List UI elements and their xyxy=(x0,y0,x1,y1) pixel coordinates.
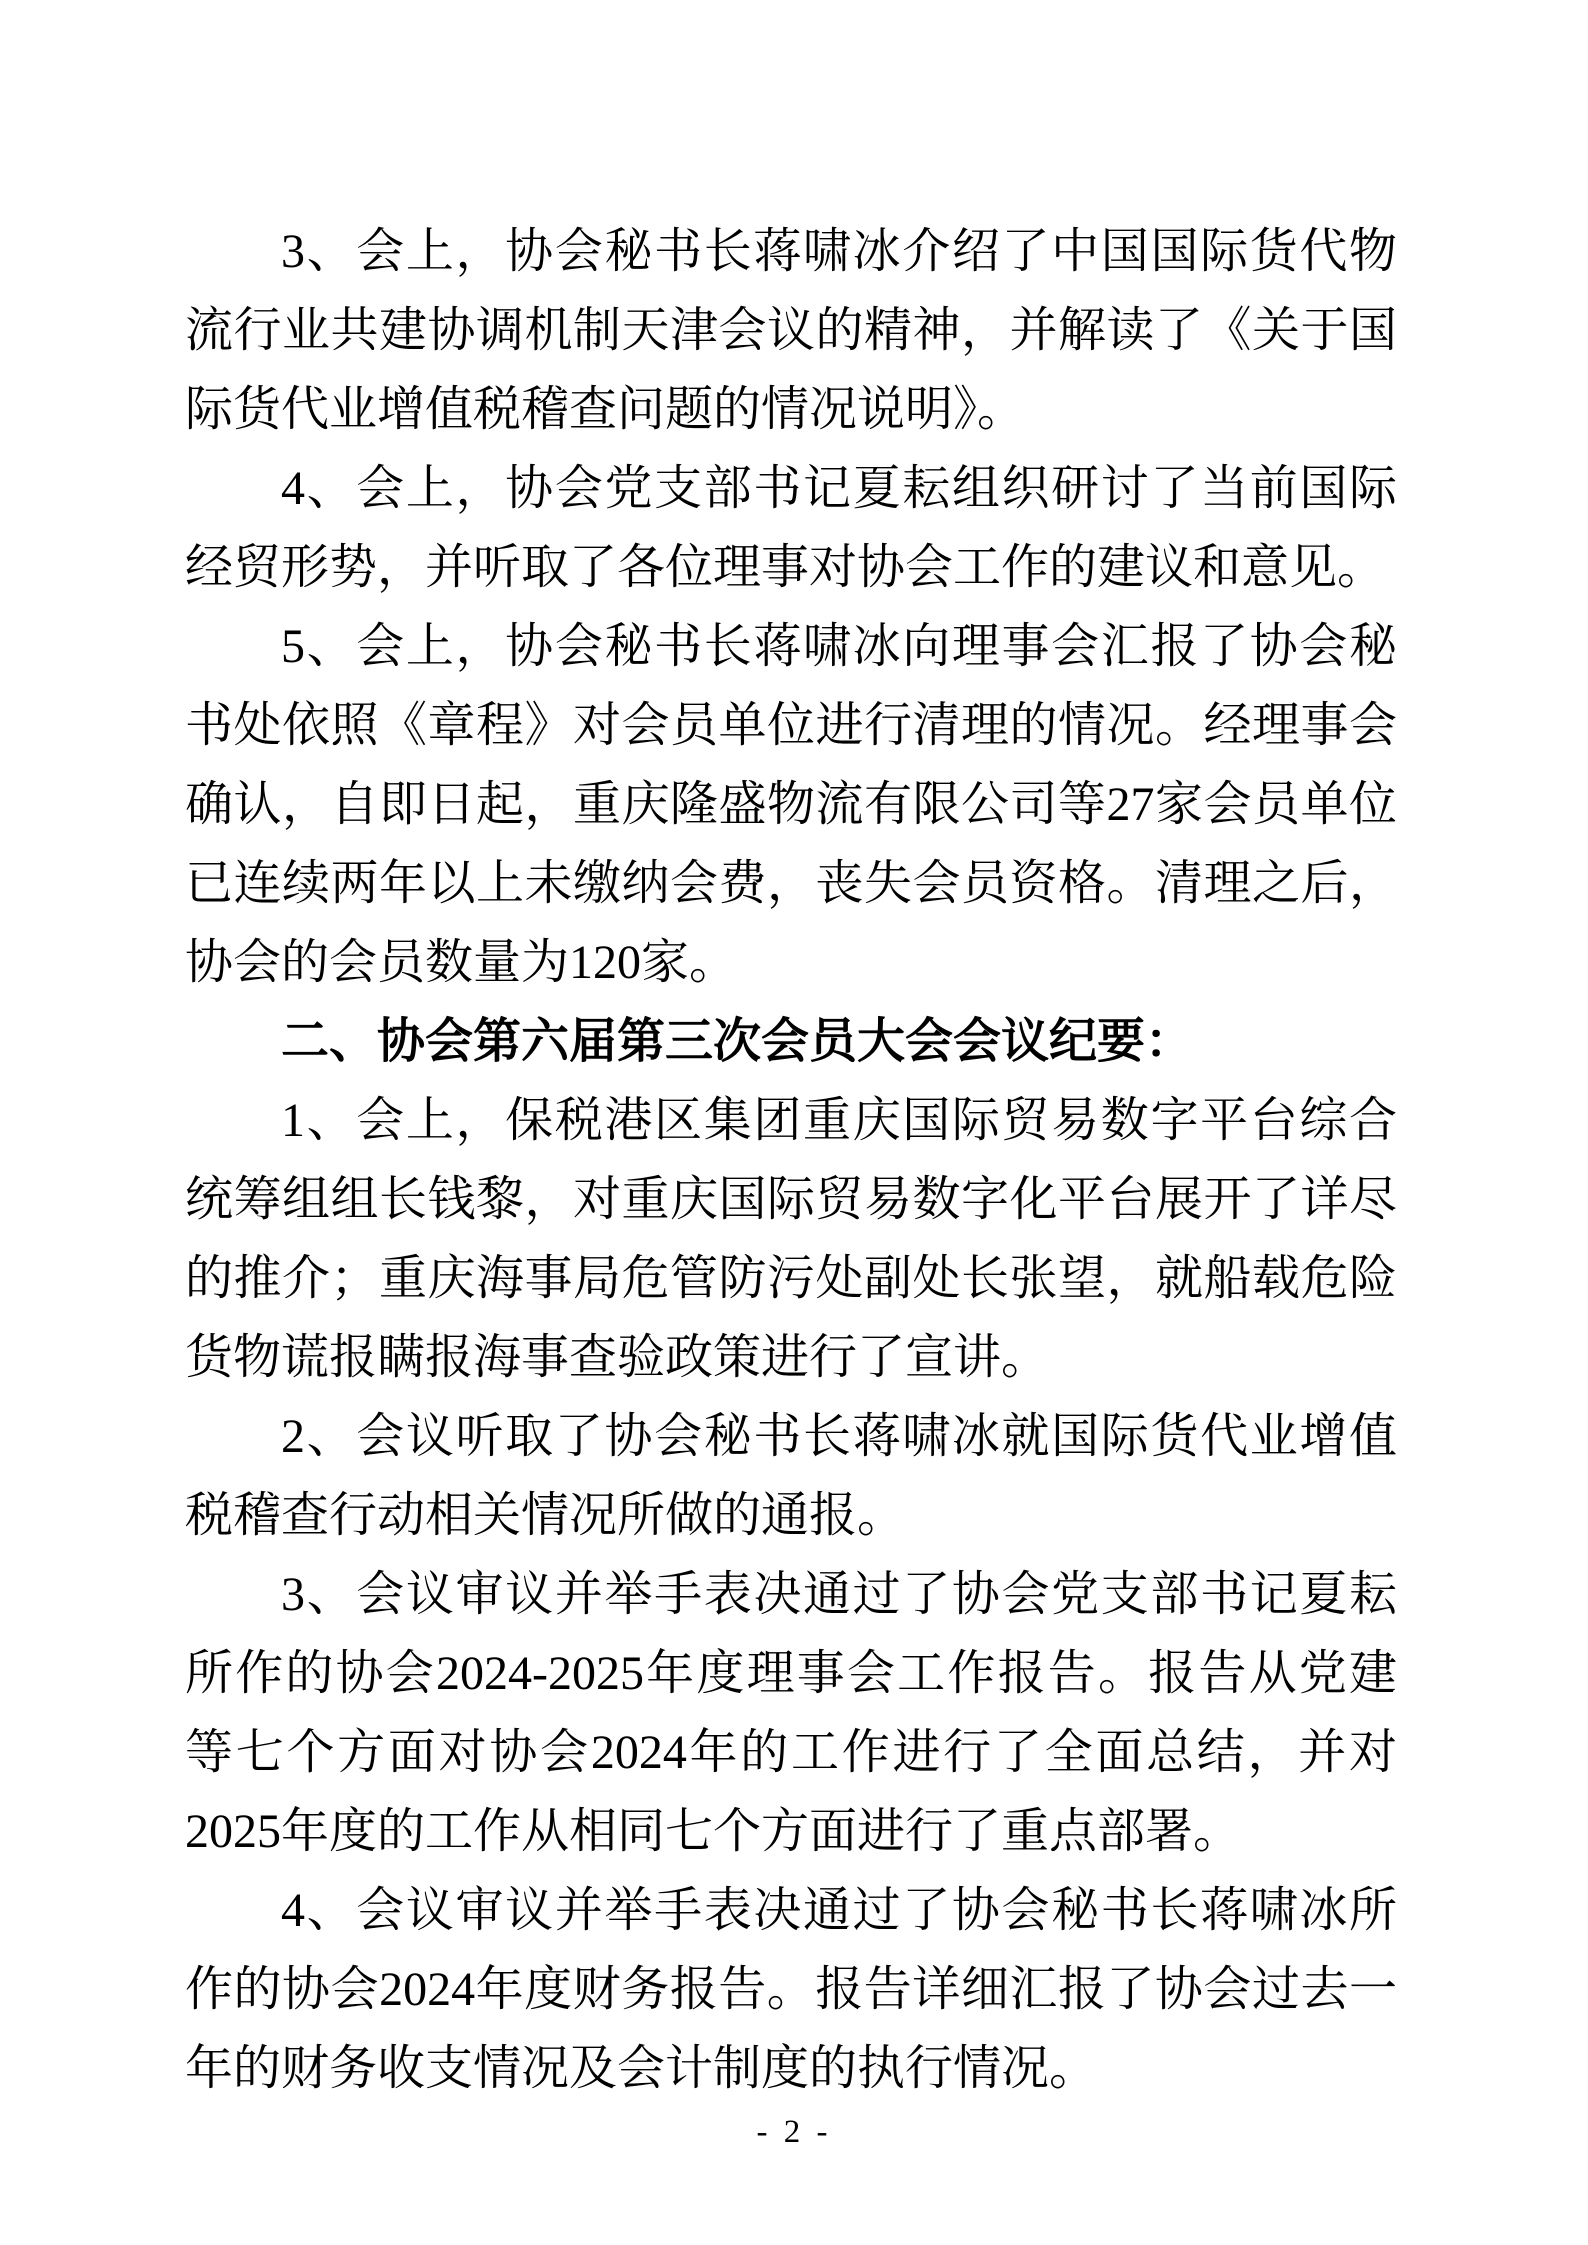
paragraph-board-item-5: 5、会上，协会秘书长蒋啸冰向理事会汇报了协会秘书处依照《章程》对会员单位进行清理的情况。经理事会确认，自即日起，重庆隆盛物流有限公司等27家会员单位已连续两年以上未缴纳会费，丧失会员资格。清理之后，协会的会员数量为120家。 xyxy=(185,620,1397,989)
section-heading-member-assembly-minutes: 二、协会第六届第三次会员大会会议纪要： xyxy=(281,1015,1194,1068)
page-number: - 2 - xyxy=(756,2114,832,2150)
paragraph-board-item-4: 4、会上，协会党支部书记夏耘组织研讨了当前国际经贸形势，并听取了各位理事对协会工作的建议和意见。 xyxy=(185,462,1397,594)
paragraph-board-item-3: 3、会上，协会秘书长蒋啸冰介绍了中国国际货代物流行业共建协调机制天津会议的精神，并解读了《关于国际货代业增值税稽查问题的情况说明》。 xyxy=(185,225,1397,436)
paragraph-assembly-item-2: 2、会议听取了协会秘书长蒋啸冰就国际货代业增值税稽查行动相关情况所做的通报。 xyxy=(185,1410,1397,1542)
document-body xyxy=(185,212,1397,2108)
paragraph-assembly-item-4: 4、会议审议并举手表决通过了协会秘书长蒋啸冰所作的协会2024年度财务报告。报告详细汇报了协会过去一年的财务收支情况及会计制度的执行情况。 xyxy=(185,1884,1397,2095)
paragraph-assembly-item-1: 1、会上，保税港区集团重庆国际贸易数字平台综合统筹组组长钱黎，对重庆国际贸易数字化平台展开了详尽的推介；重庆海事局危管防污处副处长张望，就船载危险货物谎报瞒报海事查验政策进行了宣讲。 xyxy=(185,1094,1397,1384)
paragraph-assembly-item-3: 3、会议审议并举手表决通过了协会党支部书记夏耘所作的协会2024-2025年度理事会工作报告。报告从党建等七个方面对协会2024年的工作进行了全面总结，并对2025年度的工作从相同七个方面进行了重点部署。 xyxy=(185,1568,1397,1858)
